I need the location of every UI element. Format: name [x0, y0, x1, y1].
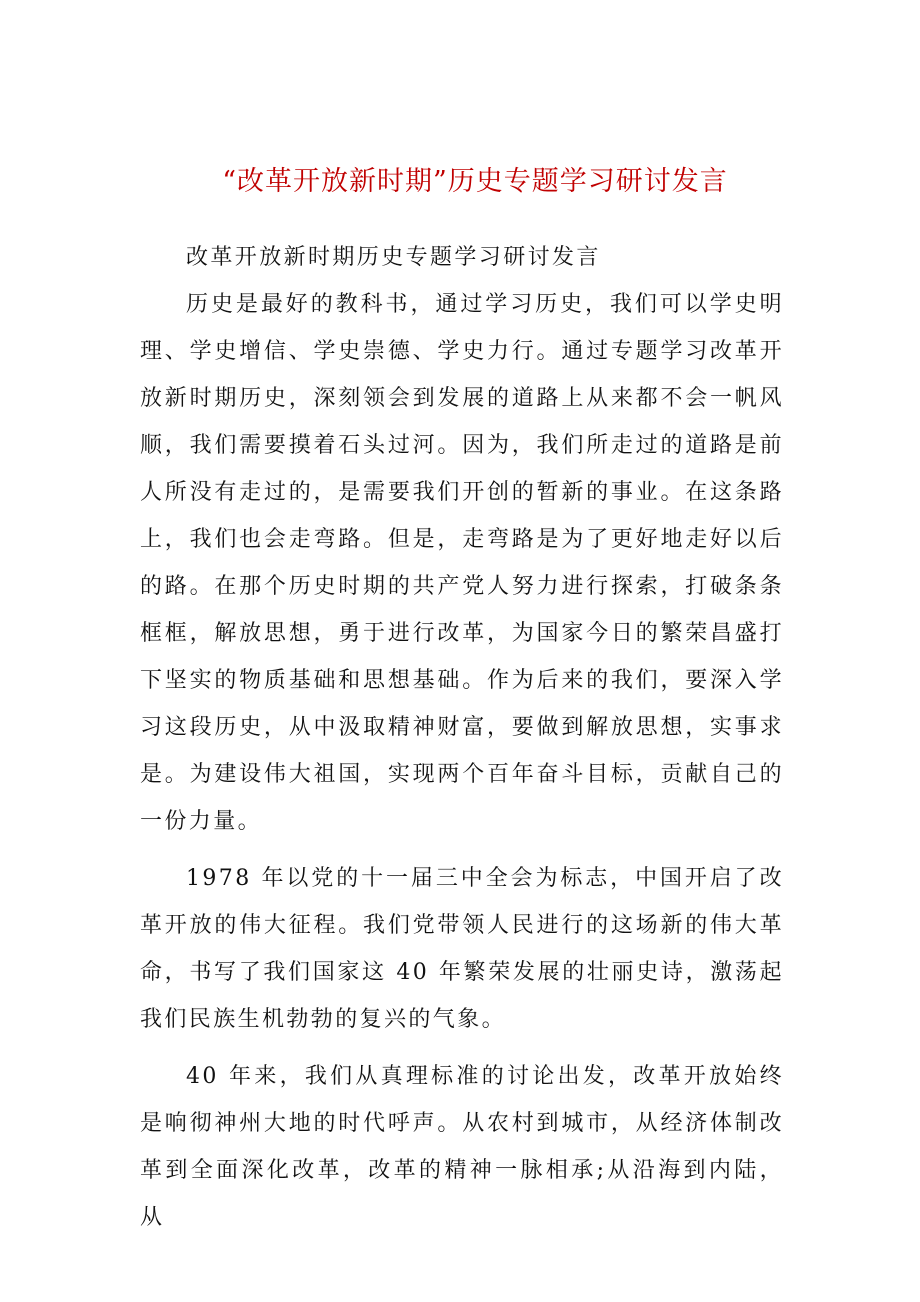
paragraph-1: 历史是最好的教科书，通过学习历史，我们可以学史明理、学史增信、学史崇德、学史力行。通过专题学习改革开放新时期历史，深刻领会到发展的道路上从来都不会一帆风顺，我们需要摸着石头过河。因为，我们所走过的道路是前人所没有走过的，是需要我们开创的暂新的事业。在这条路上，我们也会走弯路。但是，走弯路是为了更好地走好以后的路。在那个历史时期的共产党人努力进行探索，打破条条框框，解放思想，勇于进行改革，为国家今日的繁荣昌盛打下坚实的物质基础和思想基础。作为后来的我们，要深入学习这段历史，从中汲取精神财富，要做到解放思想，实事求是。为建设伟大祖国，实现两个百年奋斗目标，贡献自己的一份力量。 — [140, 292, 784, 834]
document-subtitle: 改革开放新时期历史专题学习研讨发言 — [186, 245, 601, 270]
paragraph-2: 1978 年以党的十一届三中全会为标志，中国开启了改革开放的伟大征程。我们党带领人民进行的这场新的伟大革命，书写了我们国家这 40 年繁荣发展的壮丽史诗，激荡起我们民族生机勃勃的复兴的气象。 — [140, 866, 784, 1032]
document-body — [140, 234, 784, 1241]
document-title: “改革开放新时期”历史专题学习研讨发言 — [222, 166, 728, 197]
paragraph-3: 40 年来，我们从真理标准的讨论出发，改革开放始终是响彻神州大地的时代呼声。从农村到城市，从经济体制改革到全面深化改革，改革的精神一脉相承;从沿海到内陆，从 — [140, 1064, 784, 1230]
